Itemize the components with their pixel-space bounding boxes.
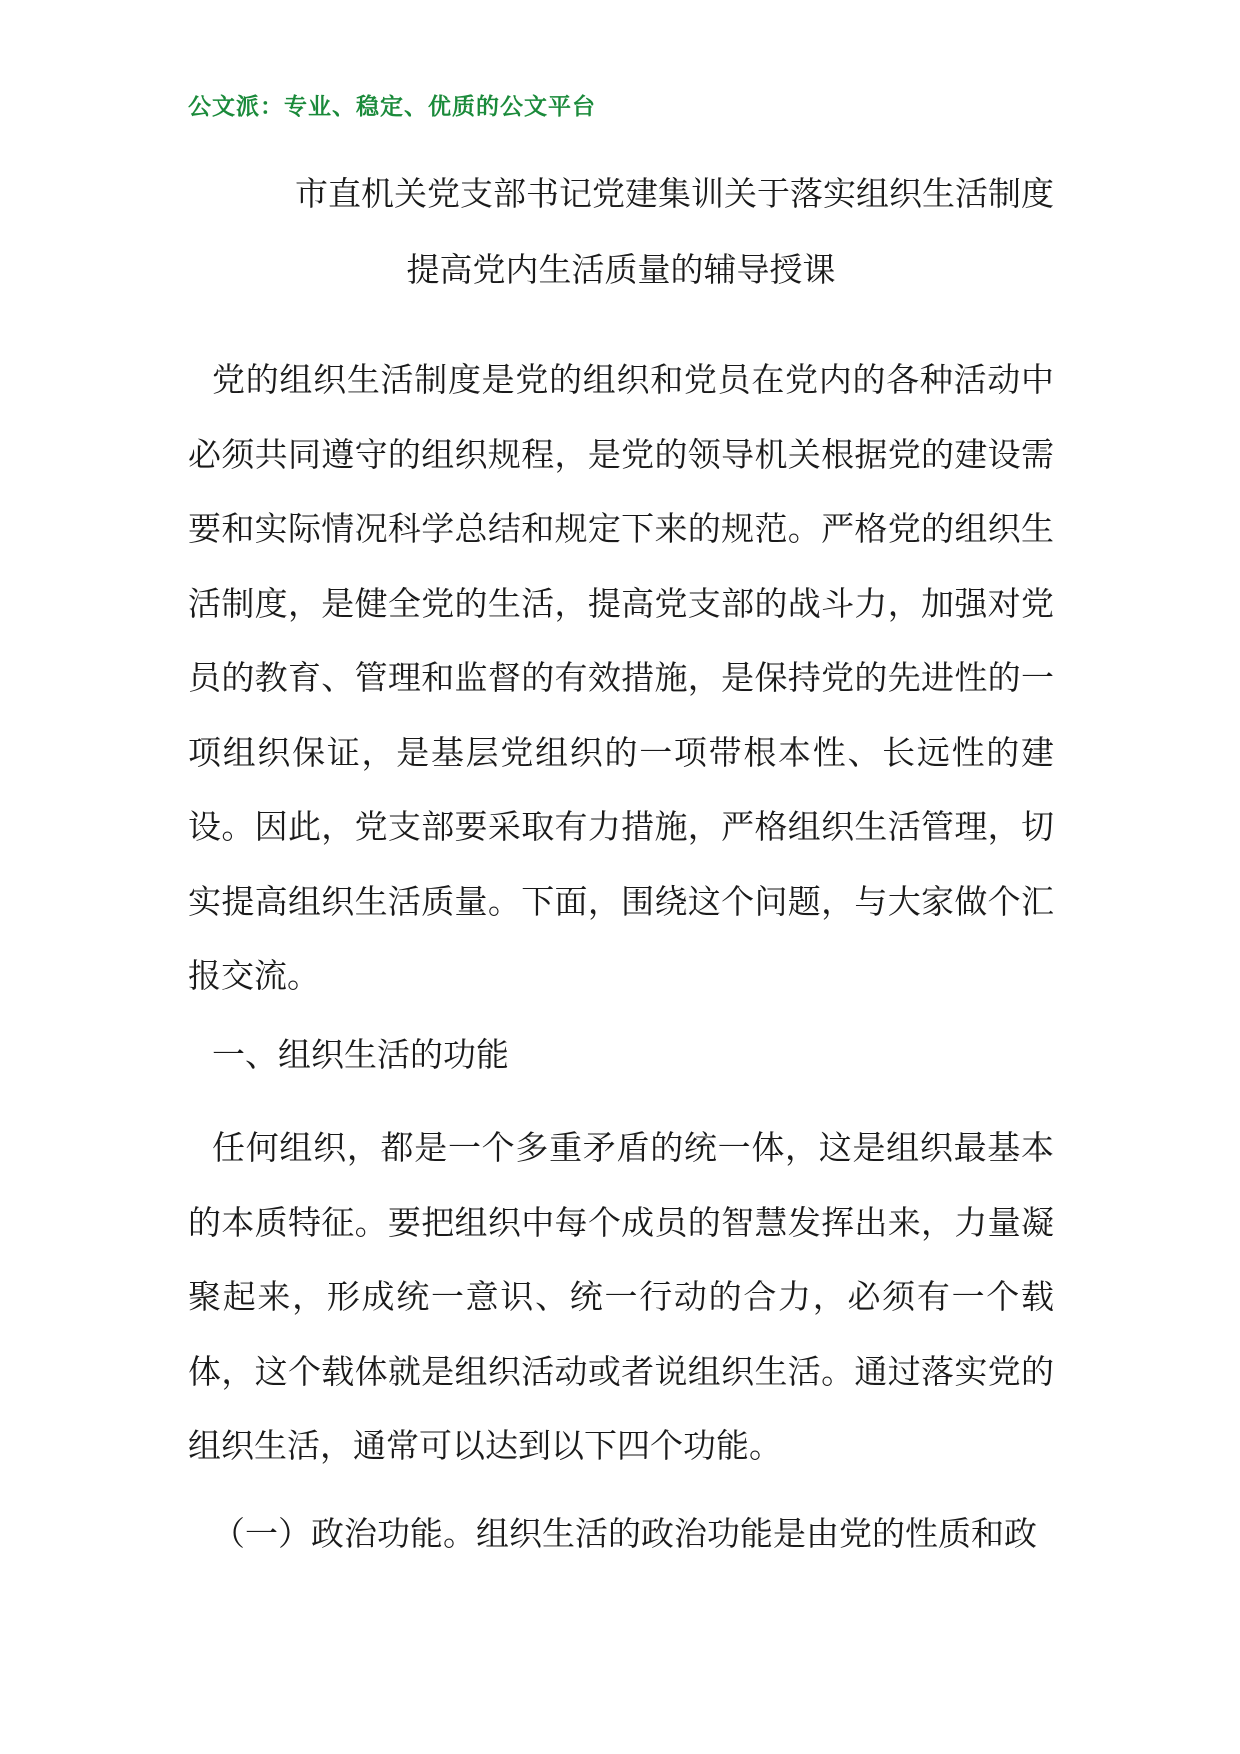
body-paragraph-functions: 任何组织，都是一个多重矛盾的统一体，这是组织最基本的本质特征。要把组织中每个成员的智慧发挥出来，力量凝聚起来，形成统一意识、统一行动的合力，必须有一个载体，这个载体就是组织活动或者说组织生活。通过落实党的组织生活，通常可以达到以下四个功能。 <box>188 1128 1054 1465</box>
document-title-line-1: 市直机关党支部书记党建集训关于落实组织生活制度 <box>295 174 1054 213</box>
body-paragraph-political-function: （一）政治功能。组织生活的政治功能是由党的性质和政 <box>212 1514 1037 1553</box>
brand-header: 公文派：专业、稳定、优质的公文平台 <box>188 94 596 120</box>
document-title-line-2: 提高党内生活质量的辅导授课 <box>406 250 836 289</box>
body-paragraph-intro: 党的组织生活制度是党的组织和党员在党内的各种活动中必须共同遵守的组织规程，是党的领导机关根据党的建设需要和实际情况科学总结和规定下来的规范。严格党的组织生活制度，是健全党的生活，提高党支部的战斗力，加强对党员的教育、管理和监督的有效措施，是保持党的先进性的一项组织保证，是基层党组织的一项带根本性、长远性的建设。因此，党支部要采取有力措施，严格组织生活管理，切实提高组织生活质量。下面，围绕这个问题，与大家做个汇报交流。 <box>188 360 1054 995</box>
section-heading-1: 一、组织生活的功能 <box>212 1035 509 1074</box>
